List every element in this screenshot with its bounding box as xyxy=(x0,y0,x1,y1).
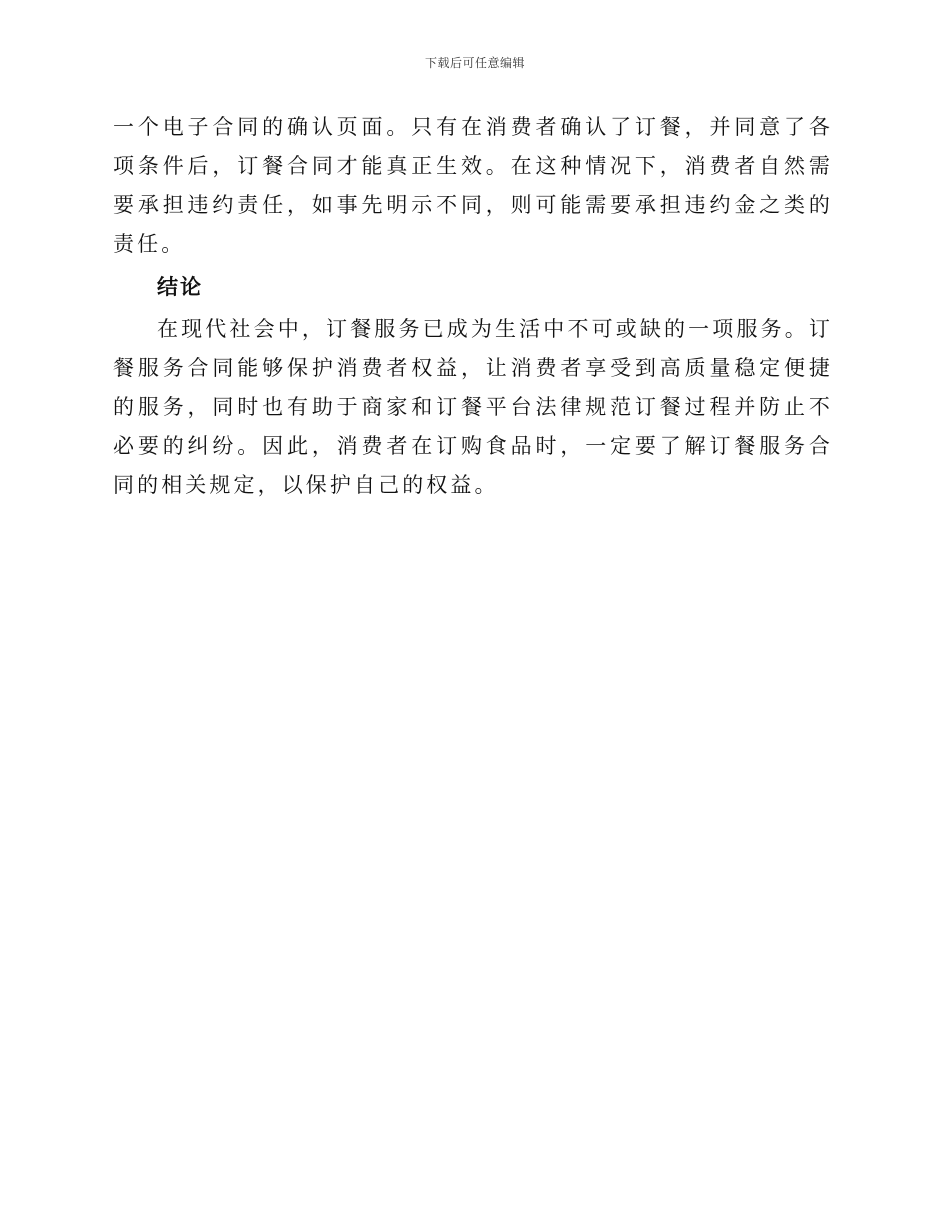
document-body xyxy=(113,108,833,505)
paragraph-continuation: 一个电子合同的确认页面。只有在消费者确认了订餐，并同意了各项条件后，订餐合同才能真正生效。在这种情况下，消费者自然需要承担违约责任，如事先明示不同，则可能需要承担违约金之类的责任。 xyxy=(113,115,833,256)
section-heading-conclusion: 结论 xyxy=(157,275,203,299)
paragraph-conclusion: 在现代社会中，订餐服务已成为生活中不可或缺的一项服务。订餐服务合同能够保护消费者权益，让消费者享受到高质量稳定便捷的服务，同时也有助于商家和订餐平台法律规范订餐过程并防止不必要的纠纷。因此，消费者在订购食品时，一定要了解订餐服务合同的相关规定，以保护自己的权益。 xyxy=(113,317,833,497)
page-header: 下载后可任意编辑 xyxy=(424,56,525,70)
